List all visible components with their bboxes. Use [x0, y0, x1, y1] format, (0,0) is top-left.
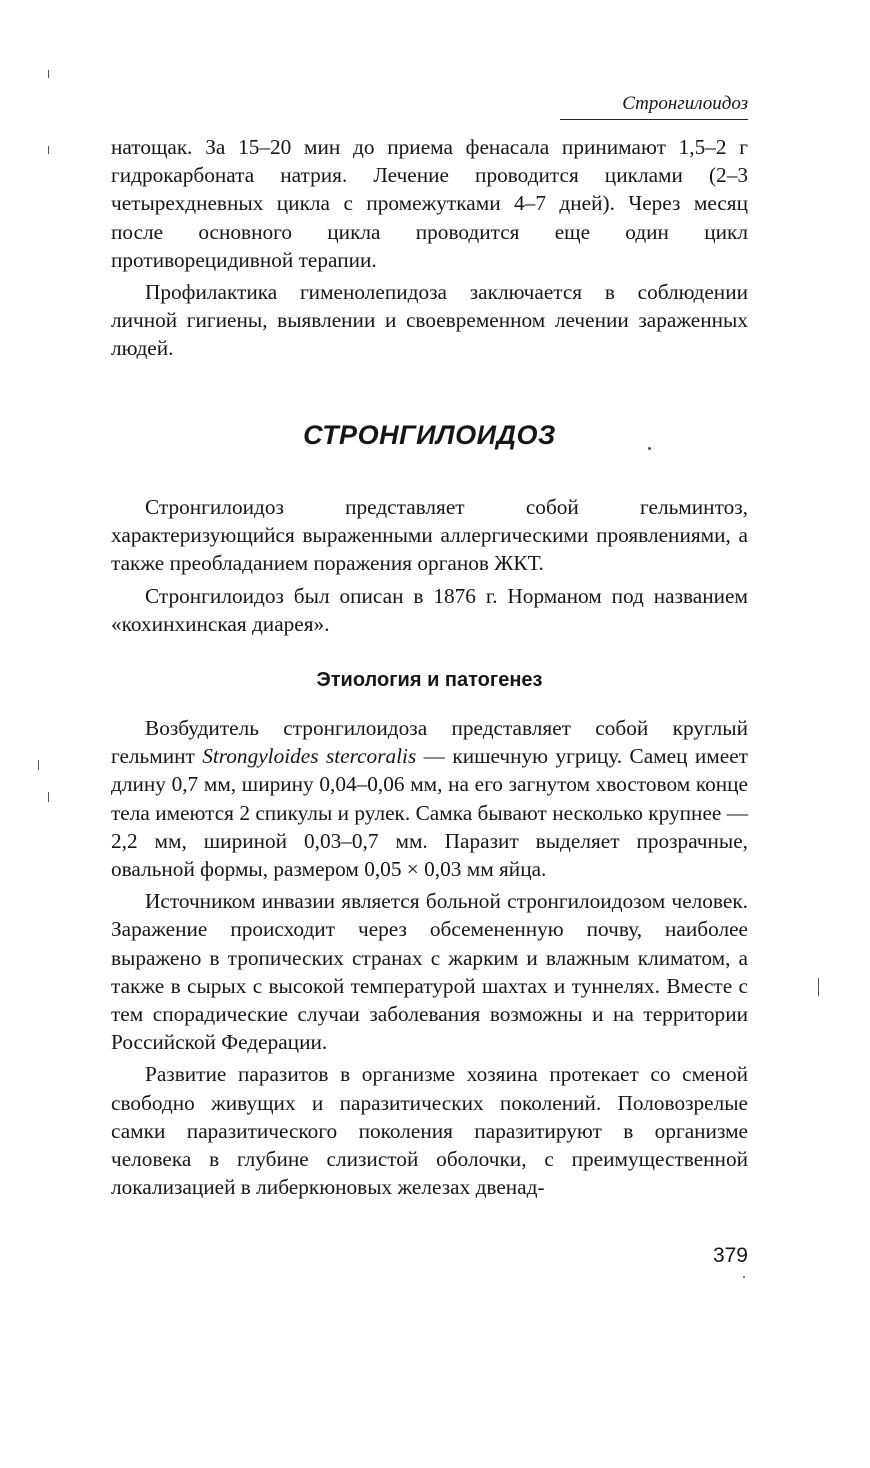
section-title: Этиология и патогенез: [316, 669, 543, 691]
scan-speck: [48, 70, 49, 78]
latin-species-name: Strongyloides stercoralis: [202, 744, 417, 769]
continued-text: [111, 133, 748, 367]
scan-speck: [48, 146, 49, 154]
paragraph-development: Развитие паразитов в организме хозяина протекает со сменой свободно живущих и паразитических поколений. Половозрелые самки паразитического поколения паразитируют в организме человека в глубине слизистой оболочки, с преимущественной локализацией в либеркюновых железах двенад-: [111, 1062, 748, 1200]
pathogen-text-end: — кишечную угрицу. Самец имеет длину 0,7 мм, ширину 0,04–0,06 мм, на его загнутом хвостовом конце тела имеются 2 спикулы и рулек. Самка бывают несколько крупнее — 2,2 мм, шириной 0,03–0,7 мм. Паразит выделяет прозрачные, овальной формы, размером 0,05 × 0,03 мм яйца.: [111, 744, 748, 882]
pathogen-text-start: Возбудитель стронгилоидоза представляет собой круглый гельминт: [111, 716, 748, 769]
paragraph-source: Источником инвазии является больной стронгилоидозом человек. Заражение происходит через обсемененную почву, наиболее выражено в тропических странах с жарким и влажным климатом, а также в сырых с высокой температурой шахтах и туннелях. Вместе с тем спорадические случаи заболевания возможны и на территории Российской Федерации.: [111, 889, 748, 1055]
running-header: Стронгилоидоз: [560, 92, 748, 120]
intro-text: [111, 493, 748, 642]
paragraph-treatment: натощак. За 15–20 мин до приема фенасала принимают 1,5–2 г гидрокарбоната натрия. Лечение проводится циклами (2–3 четырехдневных цикла с промежутками 4–7 дней). Через месяц после основного цикла проводится еще один цикл противорецидивной терапии.: [111, 135, 748, 272]
scan-speck: [743, 1276, 745, 1278]
scan-speck: [648, 447, 651, 450]
paragraph-prevention: Профилактика гименолепидоза заключается в соблюдении личной гигиены, выявлении и своевременном лечении зараженных людей.: [111, 280, 748, 361]
paragraph-pathogen: [111, 714, 748, 883]
etiology-text: [111, 714, 748, 1205]
scan-speck: [38, 760, 39, 770]
scan-speck: [818, 978, 819, 996]
paragraph-definition: Стронгилоидоз представляет собой гельминтоз, характеризующийся выраженными аллергическими проявлениями, а также преобладанием поражения органов ЖКТ.: [111, 495, 748, 576]
chapter-title: СТРОНГИЛОИДОЗ: [303, 420, 556, 450]
paragraph-history: Стронгилоидоз был описан в 1876 г. Норманом под названием «кохинхинская диарея».: [111, 583, 748, 636]
page-number: 379: [712, 1244, 748, 1267]
scan-speck: [48, 792, 49, 802]
